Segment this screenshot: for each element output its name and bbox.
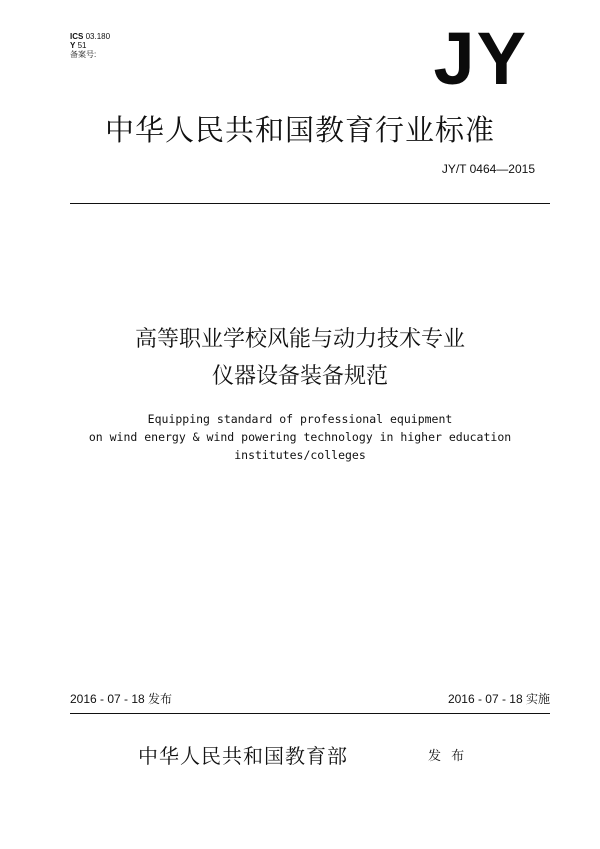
english-title-line-2: on wind energy & wind powering technology in higher education	[88, 430, 512, 444]
english-title-line-3: institutes/colleges	[234, 448, 366, 462]
jy-logo: JY	[433, 17, 528, 100]
classification-label: Y	[70, 41, 76, 50]
implementation-date: 2016 - 07 - 18 实施	[447, 692, 550, 706]
chinese-title-line-1: 高等职业学校风能与动力技术专业	[134, 327, 465, 352]
classification-value: 51	[77, 41, 87, 50]
issuing-authority: 中华人民共和国教育部	[138, 744, 348, 768]
ics-code	[70, 32, 110, 41]
issue-date: 2016 - 07 - 18 发布	[70, 692, 173, 706]
chinese-title-line-2: 仪器设备装备规范	[211, 364, 388, 389]
record-number-label: 备案号:	[70, 50, 97, 59]
ics-label: ICS	[70, 32, 84, 41]
ics-value: 03.180	[85, 32, 111, 41]
classification-code	[70, 41, 86, 50]
english-title-line-1: Equipping standard of professional equipment	[147, 412, 453, 426]
top-divider	[70, 203, 550, 204]
bottom-divider	[70, 713, 550, 714]
standard-code: JY/T 0464—2015	[441, 162, 535, 176]
publish-label: 发 布	[428, 749, 465, 764]
standard-type-title: 中华人民共和国教育行业标准	[104, 113, 495, 147]
